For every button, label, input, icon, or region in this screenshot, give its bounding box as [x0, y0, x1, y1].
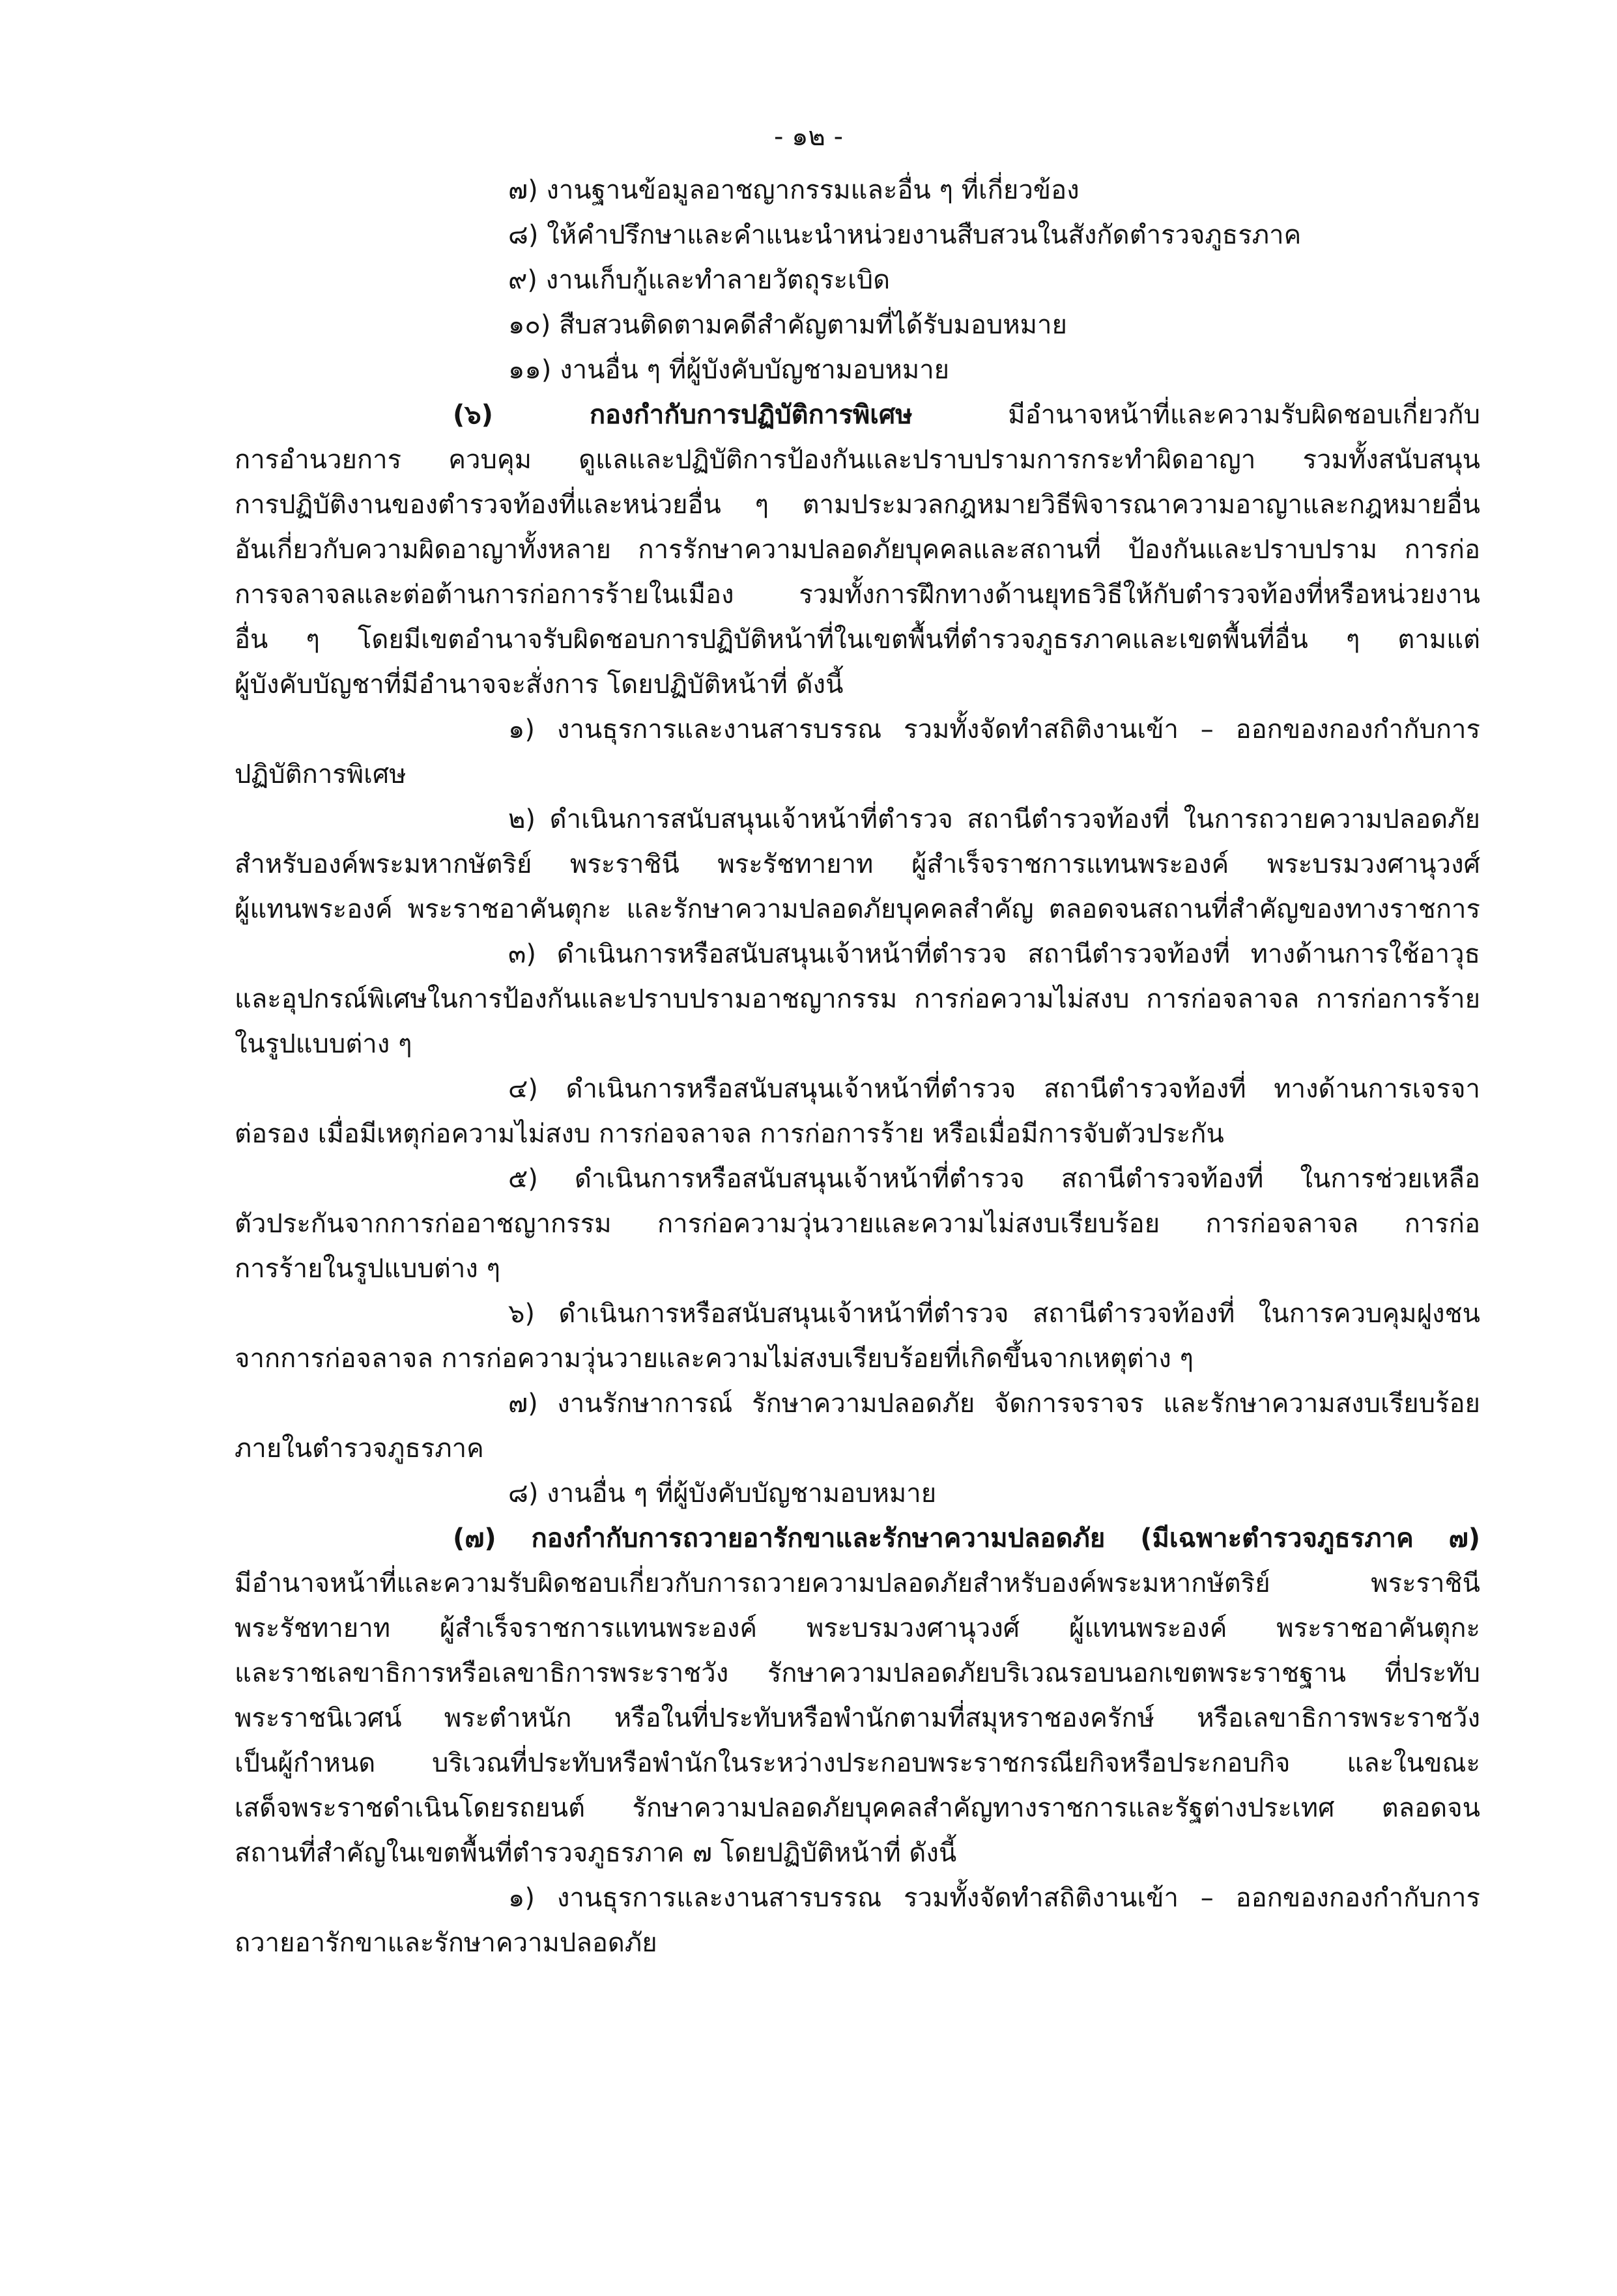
section-title: (๗) กองกำกับการถวายอารักขาและรักษาความปลอดภัย (มีเฉพาะตำรวจภูธรภาค ๗): [453, 1524, 1480, 1553]
list-item-continuation: สำหรับองค์พระมหากษัตริย์ พระราชินี พระรัชทายาท ผู้สำเร็จราชการแทนพระองค์ พระบรมวงศานุวงศ์: [235, 849, 1480, 879]
list-item-continuation: ตัวประกันจากการก่ออาชญากรรม การก่อความวุ่นวายและความไม่สงบเรียบร้อย การก่อจลาจล การก่อ: [235, 1209, 1480, 1239]
paragraph-line: อันเกี่ยวกับความผิดอาญาทั้งหลาย การรักษาความปลอดภัยบุคคลและสถานที่ ป้องกันและปราบปราม การก่อ: [235, 535, 1480, 565]
list-item: ๑๑) งานอื่น ๆ ที่ผู้บังคับบัญชามอบหมาย: [508, 355, 950, 385]
paragraph-line: เป็นผู้กำหนด บริเวณที่ประทับหรือพำนักในระหว่างประกอบพระราชกรณียกิจหรือประกอบกิจ และในขณะ: [235, 1748, 1480, 1778]
list-item: ๖) ดำเนินการหรือสนับสนุนเจ้าหน้าที่ตำรวจ สถานีตำรวจท้องที่ ในการควบคุมฝูงชน: [508, 1299, 1480, 1329]
paragraph-line: พระรัชทายาท ผู้สำเร็จราชการแทนพระองค์ พระบรมวงศานุวงศ์ ผู้แทนพระองค์ พระราชอาคันตุกะ: [235, 1613, 1480, 1643]
list-item: ๑) งานธุรการและงานสารบรรณ รวมทั้งจัดทำสถิติงานเข้า – ออกของกองกำกับการ: [508, 1883, 1480, 1913]
list-item: ๘) งานอื่น ๆ ที่ผู้บังคับบัญชามอบหมาย: [508, 1479, 937, 1509]
paragraph-line: การปฏิบัติงานของตำรวจท้องที่และหน่วยอื่น ๆ ตามประมวลกฎหมายวิธีพิจารณาความอาญาและกฎหมายอื่น: [235, 490, 1480, 520]
list-item: ๑๐) สืบสวนติดตามคดีสำคัญตามที่ได้รับมอบหมาย: [508, 310, 1067, 340]
list-item: ๗) งานฐานข้อมูลอาชญากรรมและอื่น ๆ ที่เกี่ยวข้อง: [508, 175, 1080, 205]
list-item-continuation: ในรูปแบบต่าง ๆ: [235, 1029, 412, 1059]
list-item: ๙) งานเก็บกู้และทำลายวัตถุระเบิด: [508, 265, 891, 295]
list-item: ๒) ดำเนินการสนับสนุนเจ้าหน้าที่ตำรวจ สถานีตำรวจท้องที่ ในการถวายความปลอดภัย: [508, 804, 1480, 834]
paragraph-line: การจลาจลและต่อต้านการก่อการร้ายในเมือง รวมทั้งการฝึกทางด้านยุทธวิธีให้กับตำรวจท้องที่หรือหน่วยงาน: [235, 580, 1480, 610]
list-item-continuation: จากการก่อจลาจล การก่อความวุ่นวายและความไม่สงบเรียบร้อยที่เกิดขึ้นจากเหตุต่าง ๆ: [235, 1344, 1194, 1374]
paragraph-line: พระราชนิเวศน์ พระตำหนัก หรือในที่ประทับหรือพำนักตามที่สมุหราชองครักษ์ หรือเลขาธิการพระราชวัง: [235, 1703, 1480, 1733]
list-item: ๘) ให้คำปรึกษาและคำแนะนำหน่วยงานสืบสวนในสังกัดตำรวจภูธรภาค: [508, 220, 1302, 250]
list-item: ๑) งานธุรการและงานสารบรรณ รวมทั้งจัดทำสถิติงานเข้า – ออกของกองกำกับการ: [508, 715, 1480, 744]
list-item-continuation: ภายในตำรวจภูธรภาค: [235, 1434, 484, 1464]
list-item: ๕) ดำเนินการหรือสนับสนุนเจ้าหน้าที่ตำรวจ สถานีตำรวจท้องที่ ในการช่วยเหลือ: [508, 1164, 1480, 1194]
list-item: ๔) ดำเนินการหรือสนับสนุนเจ้าหน้าที่ตำรวจ สถานีตำรวจท้องที่ ทางด้านการเจรจา: [508, 1074, 1480, 1104]
list-item-continuation: ถวายอารักขาและรักษาความปลอดภัย: [235, 1928, 657, 1958]
list-item-continuation: และอุปกรณ์พิเศษในการป้องกันและปราบปรามอาชญากรรม การก่อความไม่สงบ การก่อจลาจล การก่อการร้าย: [235, 984, 1480, 1014]
section-heading: [453, 395, 1480, 434]
paragraph-line: เสด็จพระราชดำเนินโดยรถยนต์ รักษาความปลอดภัยบุคคลสำคัญทางราชการและรัฐต่างประเทศ ตลอดจน: [235, 1793, 1480, 1823]
paragraph-line: ผู้บังคับบัญชาที่มีอำนาจจะสั่งการ โดยปฏิบัติหน้าที่ ดังนี้: [235, 670, 844, 700]
list-item-continuation: ปฏิบัติการพิเศษ: [235, 759, 407, 789]
section-title: (๖) กองกำกับการปฏิบัติการพิเศษ: [453, 400, 913, 430]
list-item: ๗) งานรักษาการณ์ รักษาความปลอดภัย จัดการจราจร และรักษาความสงบเรียบร้อย: [508, 1389, 1480, 1419]
list-item-continuation: ต่อรอง เมื่อมีเหตุก่อความไม่สงบ การก่อจลาจล การก่อการร้าย หรือเมื่อมีการจับตัวประกัน: [235, 1119, 1224, 1149]
list-item: ๓) ดำเนินการหรือสนับสนุนเจ้าหน้าที่ตำรวจ สถานีตำรวจท้องที่ ทางด้านการใช้อาวุธ: [508, 939, 1480, 969]
paragraph-line: สถานที่สำคัญในเขตพื้นที่ตำรวจภูธรภาค ๗ โดยปฏิบัติหน้าที่ ดังนี้: [235, 1838, 957, 1868]
list-item-continuation: ผู้แทนพระองค์ พระราชอาคันตุกะ และรักษาความปลอดภัยบุคคลสำคัญ ตลอดจนสถานที่สำคัญของทางราชการ: [235, 894, 1480, 924]
paragraph-line: การอำนวยการ ควบคุม ดูแลและปฏิบัติการป้องกันและปราบปรามการกระทำผิดอาญา รวมทั้งสนับสนุน: [235, 445, 1480, 475]
page-number: - ๑๒ -: [773, 122, 844, 152]
paragraph-line: อื่น ๆ โดยมีเขตอำนาจรับผิดชอบการปฏิบัติหน้าที่ในเขตพื้นที่ตำรวจภูธรภาคและเขตพื้นที่อื่น ๆ ตามแต่: [235, 625, 1480, 655]
paragraph-line: มีอำนาจหน้าที่และความรับผิดชอบเกี่ยวกับการถวายความปลอดภัยสำหรับองค์พระมหากษัตริย์ พระราชินี: [235, 1568, 1480, 1598]
list-item-continuation: การร้ายในรูปแบบต่าง ๆ: [235, 1254, 501, 1284]
paragraph-line: และราชเลขาธิการหรือเลขาธิการพระราชวัง รักษาความปลอดภัยบริเวณรอบนอกเขตพระราชฐาน ที่ประทับ: [235, 1658, 1480, 1688]
section-intro: มีอำนาจหน้าที่และความรับผิดชอบเกี่ยวกับ: [1008, 400, 1480, 430]
